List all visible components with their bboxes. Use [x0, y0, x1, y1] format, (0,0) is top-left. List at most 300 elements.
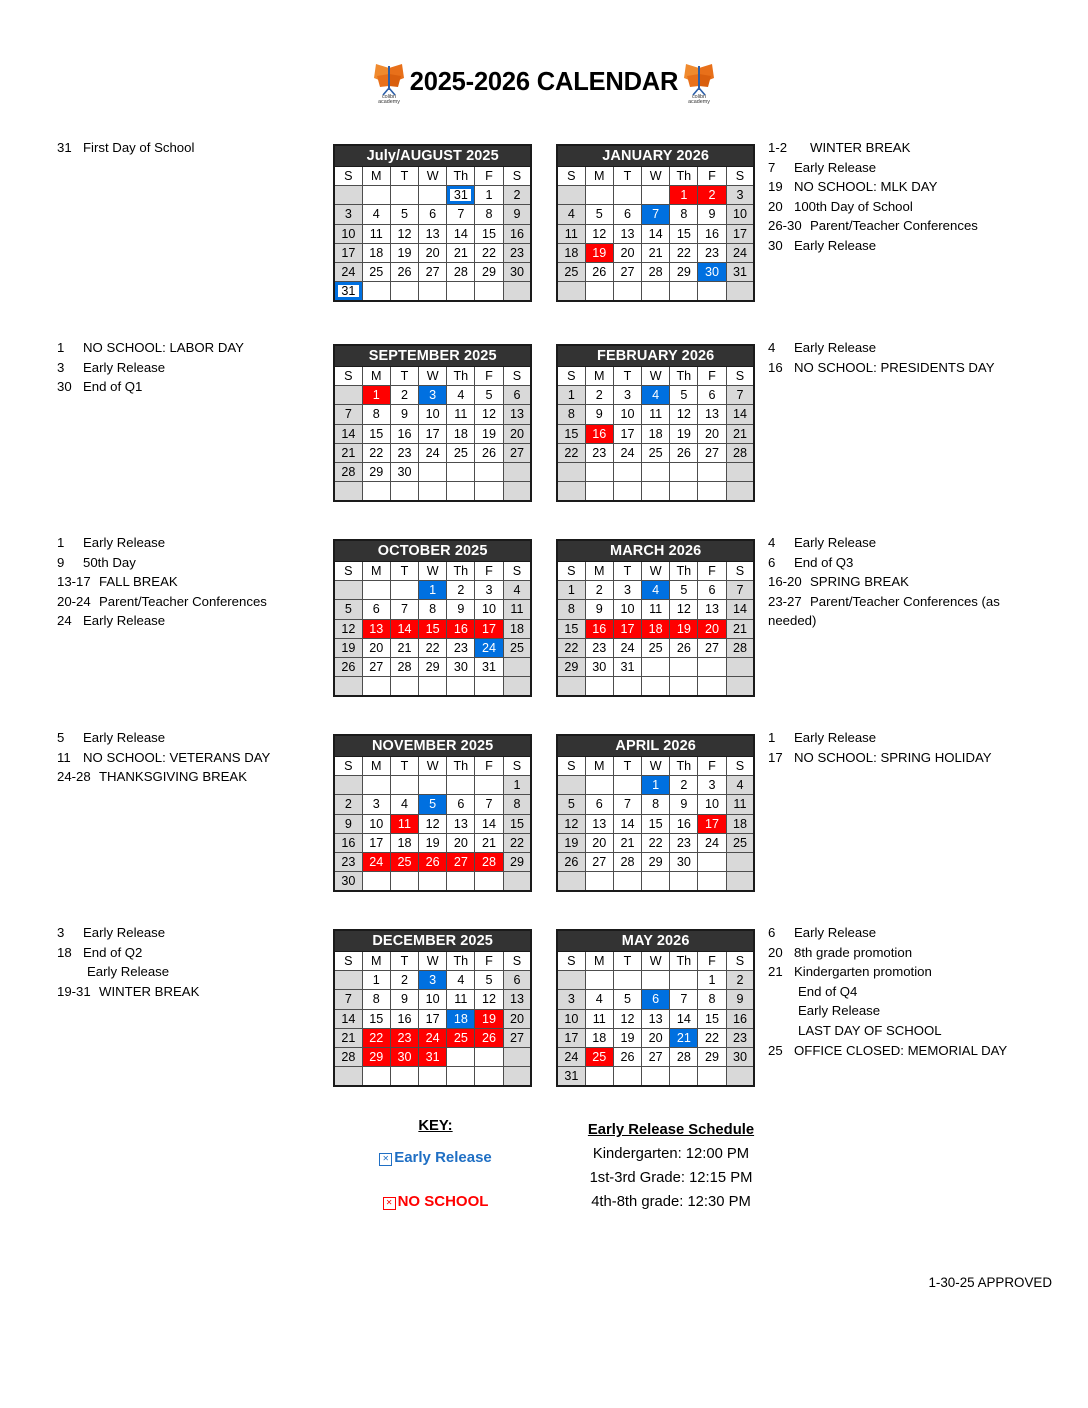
day-cell[interactable]: 15 — [670, 224, 698, 243]
day-cell[interactable]: 6 — [362, 600, 390, 619]
day-cell[interactable]: 15 — [557, 619, 585, 638]
day-cell[interactable]: 28 — [475, 852, 503, 871]
day-cell[interactable]: 8 — [670, 205, 698, 224]
day-cell[interactable]: 29 — [475, 262, 503, 281]
day-cell[interactable]: 12 — [475, 990, 503, 1009]
day-cell[interactable]: 22 — [419, 638, 447, 657]
day-cell[interactable]: 31 — [334, 282, 362, 302]
day-cell[interactable]: 11 — [447, 990, 475, 1009]
day-cell[interactable]: 26 — [419, 852, 447, 871]
day-cell[interactable]: 20 — [585, 833, 613, 852]
day-cell[interactable]: 20 — [698, 619, 726, 638]
day-cell[interactable]: 5 — [613, 990, 641, 1009]
day-cell[interactable]: 27 — [447, 852, 475, 871]
day-cell[interactable]: 21 — [390, 638, 418, 657]
day-cell[interactable]: 1 — [670, 186, 698, 205]
day-cell[interactable]: 6 — [642, 990, 670, 1009]
day-cell[interactable]: 5 — [557, 795, 585, 814]
day-cell[interactable]: 26 — [475, 1028, 503, 1047]
day-cell[interactable]: 29 — [557, 657, 585, 676]
day-cell[interactable]: 26 — [557, 852, 585, 871]
day-cell[interactable]: 14 — [726, 405, 754, 424]
day-cell[interactable]: 10 — [726, 205, 754, 224]
day-cell[interactable]: 11 — [585, 1009, 613, 1028]
day-cell[interactable]: 10 — [475, 600, 503, 619]
day-cell[interactable]: 17 — [334, 243, 362, 262]
day-cell[interactable]: 5 — [475, 971, 503, 990]
day-cell[interactable]: 13 — [642, 1009, 670, 1028]
day-cell[interactable]: 28 — [334, 462, 362, 481]
day-cell[interactable]: 23 — [390, 443, 418, 462]
day-cell[interactable]: 22 — [698, 1028, 726, 1047]
day-cell[interactable]: 17 — [362, 833, 390, 852]
day-cell[interactable]: 22 — [557, 638, 585, 657]
day-cell[interactable]: 1 — [557, 581, 585, 600]
day-cell[interactable]: 21 — [726, 424, 754, 443]
day-cell[interactable]: 26 — [475, 443, 503, 462]
day-cell[interactable]: 12 — [557, 814, 585, 833]
day-cell[interactable]: 22 — [642, 833, 670, 852]
day-cell[interactable]: 27 — [698, 638, 726, 657]
day-cell[interactable]: 1 — [419, 581, 447, 600]
day-cell[interactable]: 16 — [698, 224, 726, 243]
day-cell[interactable]: 13 — [698, 405, 726, 424]
day-cell[interactable]: 25 — [642, 443, 670, 462]
day-cell[interactable]: 18 — [447, 424, 475, 443]
day-cell[interactable]: 20 — [698, 424, 726, 443]
day-cell[interactable]: 1 — [503, 776, 531, 795]
day-cell[interactable]: 15 — [503, 814, 531, 833]
day-cell[interactable]: 20 — [503, 424, 531, 443]
day-cell[interactable]: 13 — [362, 619, 390, 638]
day-cell[interactable]: 4 — [642, 386, 670, 405]
day-cell[interactable]: 20 — [503, 1009, 531, 1028]
day-cell[interactable]: 29 — [698, 1047, 726, 1066]
day-cell[interactable]: 13 — [503, 405, 531, 424]
day-cell[interactable]: 6 — [503, 971, 531, 990]
day-cell[interactable]: 15 — [475, 224, 503, 243]
day-cell[interactable]: 21 — [475, 833, 503, 852]
day-cell[interactable]: 2 — [503, 186, 531, 205]
day-cell[interactable]: 21 — [334, 443, 362, 462]
day-cell[interactable]: 24 — [419, 443, 447, 462]
day-cell[interactable]: 28 — [670, 1047, 698, 1066]
day-cell[interactable]: 18 — [362, 243, 390, 262]
day-cell[interactable]: 6 — [698, 581, 726, 600]
day-cell[interactable]: 30 — [503, 262, 531, 281]
day-cell[interactable]: 9 — [447, 600, 475, 619]
day-cell[interactable]: 22 — [557, 443, 585, 462]
day-cell[interactable]: 31 — [475, 657, 503, 676]
day-cell[interactable]: 19 — [475, 1009, 503, 1028]
day-cell[interactable]: 1 — [362, 971, 390, 990]
day-cell[interactable]: 15 — [362, 1009, 390, 1028]
day-cell[interactable]: 23 — [447, 638, 475, 657]
day-cell[interactable]: 29 — [419, 657, 447, 676]
day-cell[interactable]: 12 — [585, 224, 613, 243]
day-cell[interactable]: 31 — [613, 657, 641, 676]
day-cell[interactable]: 27 — [585, 852, 613, 871]
day-cell[interactable]: 16 — [726, 1009, 754, 1028]
day-cell[interactable]: 19 — [390, 243, 418, 262]
day-cell[interactable]: 15 — [362, 424, 390, 443]
day-cell[interactable]: 24 — [334, 262, 362, 281]
day-cell[interactable]: 3 — [613, 581, 641, 600]
day-cell[interactable]: 6 — [447, 795, 475, 814]
day-cell[interactable]: 29 — [362, 462, 390, 481]
day-cell[interactable]: 19 — [670, 424, 698, 443]
day-cell[interactable]: 30 — [334, 872, 362, 892]
day-cell[interactable]: 26 — [670, 638, 698, 657]
day-cell[interactable]: 7 — [334, 405, 362, 424]
day-cell[interactable]: 11 — [726, 795, 754, 814]
day-cell[interactable]: 14 — [447, 224, 475, 243]
day-cell[interactable]: 7 — [642, 205, 670, 224]
day-cell[interactable]: 31 — [557, 1067, 585, 1087]
day-cell[interactable]: 25 — [390, 852, 418, 871]
day-cell[interactable]: 3 — [475, 581, 503, 600]
day-cell[interactable]: 8 — [503, 795, 531, 814]
day-cell[interactable]: 18 — [390, 833, 418, 852]
day-cell[interactable]: 25 — [726, 833, 754, 852]
day-cell[interactable]: 20 — [447, 833, 475, 852]
day-cell[interactable]: 4 — [447, 971, 475, 990]
day-cell[interactable]: 24 — [557, 1047, 585, 1066]
day-cell[interactable]: 14 — [390, 619, 418, 638]
day-cell[interactable]: 30 — [390, 1047, 418, 1066]
day-cell[interactable]: 16 — [334, 833, 362, 852]
day-cell[interactable]: 21 — [642, 243, 670, 262]
day-cell[interactable]: 12 — [670, 600, 698, 619]
day-cell[interactable]: 11 — [503, 600, 531, 619]
day-cell[interactable]: 17 — [726, 224, 754, 243]
day-cell[interactable]: 13 — [503, 990, 531, 1009]
day-cell[interactable]: 14 — [642, 224, 670, 243]
day-cell[interactable]: 27 — [698, 443, 726, 462]
day-cell[interactable]: 19 — [557, 833, 585, 852]
day-cell[interactable]: 18 — [642, 619, 670, 638]
day-cell[interactable]: 27 — [362, 657, 390, 676]
day-cell[interactable]: 28 — [726, 443, 754, 462]
day-cell[interactable]: 9 — [390, 990, 418, 1009]
day-cell[interactable]: 30 — [585, 657, 613, 676]
day-cell[interactable]: 26 — [613, 1047, 641, 1066]
day-cell[interactable]: 23 — [670, 833, 698, 852]
day-cell[interactable]: 3 — [419, 386, 447, 405]
day-cell[interactable]: 8 — [362, 990, 390, 1009]
day-cell[interactable]: 21 — [726, 619, 754, 638]
day-cell[interactable]: 5 — [670, 386, 698, 405]
day-cell[interactable]: 3 — [419, 971, 447, 990]
day-cell[interactable]: 24 — [698, 833, 726, 852]
day-cell[interactable]: 5 — [475, 386, 503, 405]
day-cell[interactable]: 23 — [390, 1028, 418, 1047]
day-cell[interactable]: 23 — [334, 852, 362, 871]
day-cell[interactable]: 21 — [334, 1028, 362, 1047]
day-cell[interactable]: 24 — [475, 638, 503, 657]
day-cell[interactable]: 27 — [503, 443, 531, 462]
day-cell[interactable]: 10 — [613, 405, 641, 424]
day-cell[interactable]: 3 — [334, 205, 362, 224]
day-cell[interactable]: 9 — [698, 205, 726, 224]
day-cell[interactable]: 7 — [613, 795, 641, 814]
day-cell[interactable]: 25 — [447, 1028, 475, 1047]
day-cell[interactable]: 18 — [557, 243, 585, 262]
day-cell[interactable]: 27 — [419, 262, 447, 281]
day-cell[interactable]: 5 — [334, 600, 362, 619]
day-cell[interactable]: 24 — [362, 852, 390, 871]
day-cell[interactable]: 15 — [698, 1009, 726, 1028]
day-cell[interactable]: 2 — [585, 581, 613, 600]
day-cell[interactable]: 12 — [475, 405, 503, 424]
day-cell[interactable]: 23 — [585, 443, 613, 462]
day-cell[interactable]: 28 — [390, 657, 418, 676]
day-cell[interactable]: 25 — [447, 443, 475, 462]
day-cell[interactable]: 26 — [585, 262, 613, 281]
day-cell[interactable]: 26 — [334, 657, 362, 676]
day-cell[interactable]: 21 — [613, 833, 641, 852]
day-cell[interactable]: 2 — [585, 386, 613, 405]
day-cell[interactable]: 2 — [334, 795, 362, 814]
day-cell[interactable]: 2 — [390, 971, 418, 990]
day-cell[interactable]: 13 — [585, 814, 613, 833]
day-cell[interactable]: 9 — [390, 405, 418, 424]
day-cell[interactable]: 6 — [613, 205, 641, 224]
day-cell[interactable]: 22 — [475, 243, 503, 262]
day-cell[interactable]: 31 — [419, 1047, 447, 1066]
day-cell[interactable]: 28 — [447, 262, 475, 281]
day-cell[interactable]: 7 — [726, 581, 754, 600]
day-cell[interactable]: 29 — [362, 1047, 390, 1066]
day-cell[interactable]: 27 — [613, 262, 641, 281]
day-cell[interactable]: 30 — [670, 852, 698, 871]
day-cell[interactable]: 18 — [642, 424, 670, 443]
day-cell[interactable]: 7 — [475, 795, 503, 814]
day-cell[interactable]: 22 — [362, 1028, 390, 1047]
day-cell[interactable]: 20 — [419, 243, 447, 262]
day-cell[interactable]: 17 — [475, 619, 503, 638]
day-cell[interactable]: 8 — [698, 990, 726, 1009]
day-cell[interactable]: 23 — [503, 243, 531, 262]
day-cell[interactable]: 9 — [585, 600, 613, 619]
day-cell[interactable]: 9 — [334, 814, 362, 833]
day-cell[interactable]: 15 — [557, 424, 585, 443]
day-cell[interactable]: 7 — [390, 600, 418, 619]
day-cell[interactable]: 29 — [670, 262, 698, 281]
day-cell[interactable]: 2 — [670, 776, 698, 795]
day-cell[interactable]: 6 — [503, 386, 531, 405]
day-cell[interactable]: 17 — [613, 619, 641, 638]
day-cell[interactable]: 17 — [698, 814, 726, 833]
day-cell[interactable]: 23 — [698, 243, 726, 262]
day-cell[interactable]: 3 — [698, 776, 726, 795]
day-cell[interactable]: 31 — [726, 262, 754, 281]
day-cell[interactable]: 4 — [642, 581, 670, 600]
day-cell[interactable]: 5 — [670, 581, 698, 600]
day-cell[interactable]: 30 — [726, 1047, 754, 1066]
day-cell[interactable]: 4 — [503, 581, 531, 600]
day-cell[interactable]: 28 — [642, 262, 670, 281]
day-cell[interactable]: 8 — [557, 600, 585, 619]
day-cell[interactable]: 22 — [362, 443, 390, 462]
day-cell[interactable]: 3 — [362, 795, 390, 814]
day-cell[interactable]: 8 — [475, 205, 503, 224]
day-cell[interactable]: 11 — [390, 814, 418, 833]
day-cell[interactable]: 4 — [447, 386, 475, 405]
day-cell[interactable]: 29 — [503, 852, 531, 871]
day-cell[interactable]: 5 — [585, 205, 613, 224]
day-cell[interactable]: 27 — [503, 1028, 531, 1047]
day-cell[interactable]: 10 — [557, 1009, 585, 1028]
day-cell[interactable]: 10 — [419, 990, 447, 1009]
day-cell[interactable]: 1 — [698, 971, 726, 990]
day-cell[interactable]: 13 — [698, 600, 726, 619]
day-cell[interactable]: 14 — [334, 1009, 362, 1028]
day-cell[interactable]: 6 — [585, 795, 613, 814]
day-cell[interactable]: 6 — [419, 205, 447, 224]
day-cell[interactable]: 13 — [447, 814, 475, 833]
day-cell[interactable]: 11 — [557, 224, 585, 243]
day-cell[interactable]: 2 — [698, 186, 726, 205]
day-cell[interactable]: 21 — [670, 1028, 698, 1047]
day-cell[interactable]: 18 — [726, 814, 754, 833]
day-cell[interactable]: 12 — [613, 1009, 641, 1028]
day-cell[interactable]: 9 — [670, 795, 698, 814]
day-cell[interactable]: 7 — [334, 990, 362, 1009]
day-cell[interactable]: 24 — [613, 638, 641, 657]
day-cell[interactable]: 12 — [390, 224, 418, 243]
day-cell[interactable]: 3 — [726, 186, 754, 205]
day-cell[interactable]: 18 — [503, 619, 531, 638]
day-cell[interactable]: 28 — [334, 1047, 362, 1066]
day-cell[interactable]: 17 — [419, 424, 447, 443]
day-cell[interactable]: 20 — [642, 1028, 670, 1047]
day-cell[interactable]: 17 — [557, 1028, 585, 1047]
day-cell[interactable]: 10 — [698, 795, 726, 814]
day-cell[interactable]: 4 — [362, 205, 390, 224]
day-cell[interactable]: 23 — [585, 638, 613, 657]
day-cell[interactable]: 9 — [585, 405, 613, 424]
day-cell[interactable]: 16 — [503, 224, 531, 243]
day-cell[interactable]: 15 — [642, 814, 670, 833]
day-cell[interactable]: 10 — [613, 600, 641, 619]
day-cell[interactable]: 16 — [390, 1009, 418, 1028]
day-cell[interactable]: 19 — [334, 638, 362, 657]
day-cell[interactable]: 25 — [557, 262, 585, 281]
day-cell[interactable]: 14 — [475, 814, 503, 833]
day-cell[interactable]: 2 — [390, 386, 418, 405]
day-cell[interactable]: 1 — [362, 386, 390, 405]
day-cell[interactable]: 10 — [362, 814, 390, 833]
day-cell[interactable]: 24 — [419, 1028, 447, 1047]
day-cell[interactable]: 13 — [613, 224, 641, 243]
day-cell[interactable]: 4 — [726, 776, 754, 795]
day-cell[interactable]: 4 — [585, 990, 613, 1009]
day-cell[interactable]: 31 — [447, 186, 475, 205]
day-cell[interactable]: 25 — [362, 262, 390, 281]
day-cell[interactable]: 4 — [390, 795, 418, 814]
day-cell[interactable]: 30 — [390, 462, 418, 481]
day-cell[interactable]: 19 — [475, 424, 503, 443]
day-cell[interactable]: 2 — [726, 971, 754, 990]
day-cell[interactable]: 18 — [447, 1009, 475, 1028]
day-cell[interactable]: 3 — [557, 990, 585, 1009]
day-cell[interactable]: 16 — [390, 424, 418, 443]
day-cell[interactable]: 29 — [642, 852, 670, 871]
day-cell[interactable]: 7 — [447, 205, 475, 224]
day-cell[interactable]: 15 — [419, 619, 447, 638]
day-cell[interactable]: 24 — [726, 243, 754, 262]
day-cell[interactable]: 25 — [503, 638, 531, 657]
day-cell[interactable]: 5 — [419, 795, 447, 814]
day-cell[interactable]: 25 — [585, 1047, 613, 1066]
day-cell[interactable]: 3 — [613, 386, 641, 405]
day-cell[interactable]: 14 — [670, 1009, 698, 1028]
day-cell[interactable]: 2 — [447, 581, 475, 600]
day-cell[interactable]: 28 — [726, 638, 754, 657]
day-cell[interactable]: 10 — [334, 224, 362, 243]
day-cell[interactable]: 7 — [670, 990, 698, 1009]
day-cell[interactable]: 28 — [613, 852, 641, 871]
day-cell[interactable]: 27 — [642, 1047, 670, 1066]
day-cell[interactable]: 30 — [447, 657, 475, 676]
day-cell[interactable]: 19 — [585, 243, 613, 262]
day-cell[interactable]: 16 — [585, 424, 613, 443]
day-cell[interactable]: 20 — [362, 638, 390, 657]
day-cell[interactable]: 8 — [419, 600, 447, 619]
day-cell[interactable]: 9 — [726, 990, 754, 1009]
day-cell[interactable]: 26 — [390, 262, 418, 281]
day-cell[interactable]: 26 — [670, 443, 698, 462]
day-cell[interactable]: 12 — [670, 405, 698, 424]
day-cell[interactable]: 12 — [334, 619, 362, 638]
day-cell[interactable]: 11 — [362, 224, 390, 243]
day-cell[interactable]: 19 — [419, 833, 447, 852]
day-cell[interactable]: 9 — [503, 205, 531, 224]
day-cell[interactable]: 6 — [698, 386, 726, 405]
day-cell[interactable]: 1 — [642, 776, 670, 795]
day-cell[interactable]: 1 — [557, 386, 585, 405]
day-cell[interactable]: 12 — [419, 814, 447, 833]
day-cell[interactable]: 21 — [447, 243, 475, 262]
day-cell[interactable]: 5 — [390, 205, 418, 224]
day-cell[interactable]: 24 — [613, 443, 641, 462]
day-cell[interactable]: 22 — [503, 833, 531, 852]
day-cell[interactable]: 19 — [613, 1028, 641, 1047]
day-cell[interactable]: 20 — [613, 243, 641, 262]
day-cell[interactable]: 4 — [557, 205, 585, 224]
day-cell[interactable]: 8 — [362, 405, 390, 424]
day-cell[interactable]: 11 — [642, 405, 670, 424]
day-cell[interactable]: 30 — [698, 262, 726, 281]
day-cell[interactable]: 13 — [419, 224, 447, 243]
day-cell[interactable]: 11 — [642, 600, 670, 619]
day-cell[interactable]: 8 — [642, 795, 670, 814]
day-cell[interactable]: 18 — [585, 1028, 613, 1047]
day-cell[interactable]: 10 — [419, 405, 447, 424]
day-cell[interactable]: 1 — [475, 186, 503, 205]
day-cell[interactable]: 16 — [447, 619, 475, 638]
day-cell[interactable]: 25 — [642, 638, 670, 657]
day-cell[interactable]: 14 — [334, 424, 362, 443]
day-cell[interactable]: 8 — [557, 405, 585, 424]
day-cell[interactable]: 7 — [726, 386, 754, 405]
day-cell[interactable]: 22 — [670, 243, 698, 262]
day-cell[interactable]: 14 — [613, 814, 641, 833]
day-cell[interactable]: 19 — [670, 619, 698, 638]
day-cell[interactable]: 11 — [447, 405, 475, 424]
day-cell[interactable]: 14 — [726, 600, 754, 619]
